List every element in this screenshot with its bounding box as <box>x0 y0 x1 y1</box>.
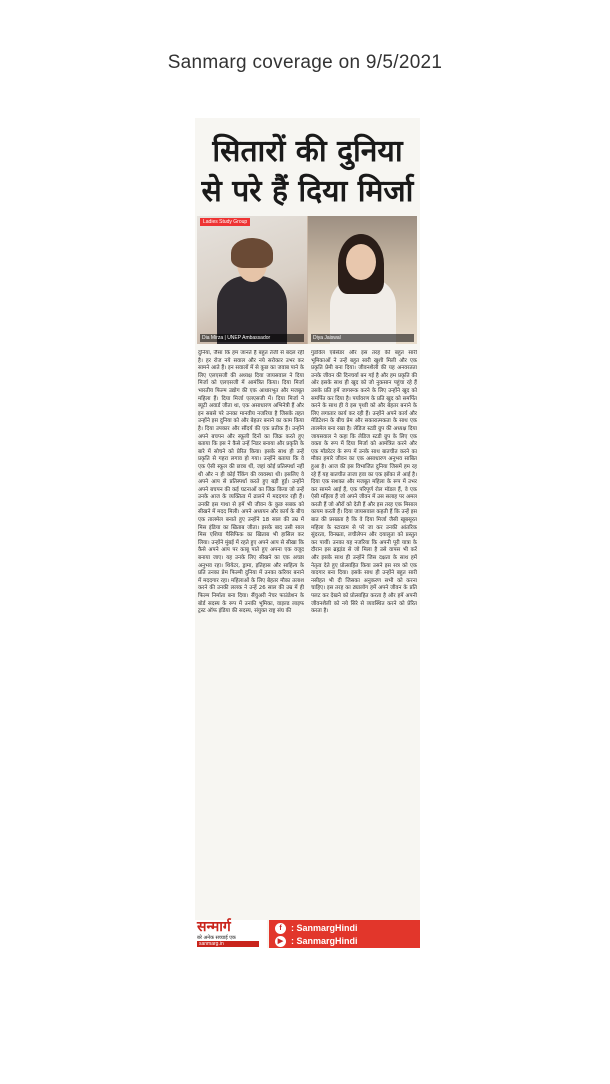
photo-right-label: Diya Jaiswal <box>311 334 414 342</box>
newspaper-clipping <box>195 118 420 948</box>
page-caption: Sanmarg coverage on 9/5/2021 <box>167 52 443 73</box>
article-column-left: दुनिया, जैसा कि हम जानते हैं बहुत तेजी से बदल रही है। हर रोज नये सवाल और नये सरोकार उभर कर सामने आते हैं। इन सवालों में से कुछ का जवाब पाने के लिए एलएसजी की अध्यक्ष दिया जायसवाल ने दिया मिर्जा को एलएसजी में आमंत्रित किया। दिया मिर्जा भारतीय फिल्म उद्योग की एक आधारभूत और मजबूत महिला हैं। दिया मिर्जा एलएसजी में। दिया मिर्जा ने ब्यूटी अवार्ड जीता था, एक असाधारण अभिनेत्री हैं और इन सबसे परे उनका मानवीय नजरिया है जिसके तहत उन्होंने इस दुनिया को और बेहतर बनाने का काम किया है। दिया उपकार और सौंदर्य की एक प्रतीक हैं। उन्होंने अपने बचपन और स्कूली दिनों का जिक्र करते हुए बताया कि इस ने कैसे उन्हें निडर बनाया और प्रकृति के बारे में सोचने को प्रेरित किया। इसके साथ ही उन्हें प्रकृति से गहरा लगाव हो गया। उन्होंने बताया कि वे एक ऐसी स्कूल की छात्रा थीं, जहां कोई प्रतिस्पर्धा नहीं थी और न ही कोई रैंकिंग की व्यवस्था थी। इसलिए वे अपने आप से प्रतिस्पर्धा करते हुए बड़ी हुईं। उन्होंने अपने बचपन की कई घटनाओं का जिक्र किया जो उन्हें उनके आज के व्यक्तित्व में ढालने में मददगार रही हैं। उनकी इस गाथा से हमें भी जीवन के कुछ सबक को सीखने में मदद मिली। अपने अध्ययन और कार्य के बीच एक तालमेल बनाते हुए उन्होंने 18 साल की उम्र में मिस इंडिया का खिताब जीता। इसके बाद उसी साल मिस एशिया पैसिफिक का खिताब भी हासिल कर लिया। उन्होंने मुंबई में रहते हुए अपने आप से सीखा कि कैसे अपने आप पर काबू पाते हुए अपना एक वजूद बनाया जाए। यह उनके लिए सीखने का एक अच्छा अनुभव रहा। थियेटर, ड्रामा, इतिहास और साहित्य के प्रति उनका प्रेम फिल्मी दुनिया में उनका करियर बनाने में मददगार रहा। महिलाओं के लिए बेहतर मौका तलाश करने की उनकी ललक ने उन्हें 26 साल की उम्र में ही फिल्म निर्माता बना दिया। सैंचुअरी नेचर फाउंडेशन के बोर्ड सदस्य के रूप में उनकी भूमिका, वाइल्ड लाइफ ट्रस्ट ऑफ इंडिया की सदस्य, संयुक्त राष्ट्र संघ की <box>198 350 304 615</box>
brand-tagline: बरे अनेक सच्चाई एक <box>197 935 236 941</box>
article-photo <box>197 216 417 344</box>
person-hair <box>231 238 273 268</box>
article-column-right: गुडविल एंबेसेडर और इस तरह की बहुत सारी भूमिकाओं ने उन्हें बहुत सारी खुशी मिली और एक प्रकृति प्रेमी बना दिया। जीवनशैली की यह अनवरतता उनके जीवन की दिनचर्या बन गई है और हम प्रकृति की ओर इसके साथ ही खुद को जो नुकसान पहुंचा रहे हैं उसके प्रति हमें जागरूक करने के लिए उन्होंने खुद को समर्पित कर दिया है। पर्यावरण के प्रति खुद को समर्पित करने के साथ ही वे इस पृथ्वी को और बेहतर बनाने के लिए लगातार कार्य कर रही हैं। उन्होंने अपने कार्य और मेडिटेशन के बीच प्रेम और सकारात्मकता के साथ एक तालमेल बना रखा है। लेडिज स्टडी ग्रुप की अध्यक्ष दिया जायसवाल ने कहा कि लेडिज स्टडी ग्रुप के लिए एक वक्ता के रूप में दिया मिर्जा को आमंत्रित करने और एक मॉडरेटर के रूप में उनके साथ बातचीत करने का मौका हमारे जीवन का एक असाधारण अनुभव साबित हुआ है। आज की इस विभाजित दुनिया जिसमें हम रह रहे हैं यह बातचीत ताजा हवा का एक झोंका ले आई है। दिया एक सशक्त और मजबूत महिला के रूप में उभर कर सामने आई हैं, एक परिपूर्ण रोल मॉडल हैं, वे एक ऐसी महिला हैं जो अपने जीवन में उस सलाह पर अमल करती हैं जो औरों को देती हैं और इस तरह एक मिसाल कायम करती हैं। दिया जायसवाल कहती हैं कि उन्हें इस बात की प्रसन्नता है कि वे दिया मिर्जा जैसी खूबसूरत महिला के स्टारडम से परे जा कर उनकी आंतरिक सुंदरता, विनम्रता, लचीलेपन और दयालुता को प्रस्तुत कर पायीं। उनका यह नजरिया कि अपनी पूरी यात्रा के दौरान इस ब्रह्मांड से जो मिला है उसे वापस भी करें और इसके साथ ही उन्होंने जिस दक्षता के साथ हमें नेतृत्व देते हुए प्रोत्साहित किया उसने इस सत्र को एक यादगार बना दिया। इसके साथ ही उन्होंने बहुत सारी नसीहत भी दी जिसका अनुकरण सभी को करना चाहिए। इस तरह का ठ्यालॉग हमें अपने जीवन के प्रति पलट कर देखने को प्रोत्साहित करता है और हमें अपनी जीवनशैली को नये सिरे से व्यवस्थित करने को प्रेरित करता है। <box>311 350 417 615</box>
article-headline <box>195 132 420 212</box>
social-bar <box>269 920 420 948</box>
photo-left-label: Dia Mirza | UNEP Ambassador <box>200 334 304 342</box>
photo-diya-jaiswal <box>308 216 417 344</box>
headline-line-1: सितारों की दुनिया <box>212 134 403 169</box>
photo-dia-mirza <box>197 216 307 344</box>
youtube-handle: : SanmargHindi <box>291 936 358 946</box>
youtube-icon: ▶ <box>275 936 286 947</box>
brand-name: सन्मार्ग <box>197 919 231 935</box>
sanmarg-logo <box>195 920 267 948</box>
brand-url: sanmarg.in <box>197 941 259 947</box>
facebook-icon: f <box>275 923 286 934</box>
group-tag: Ladies Study Group <box>200 218 250 226</box>
social-row-youtube <box>275 935 358 947</box>
article-body <box>198 350 417 790</box>
headline-line-2: से परे हैं दिया मिर्जा <box>201 174 414 209</box>
social-row-facebook <box>275 922 358 934</box>
sanmarg-footer <box>195 920 420 948</box>
person-face-front <box>346 244 376 280</box>
facebook-handle: : SanmargHindi <box>291 923 358 933</box>
